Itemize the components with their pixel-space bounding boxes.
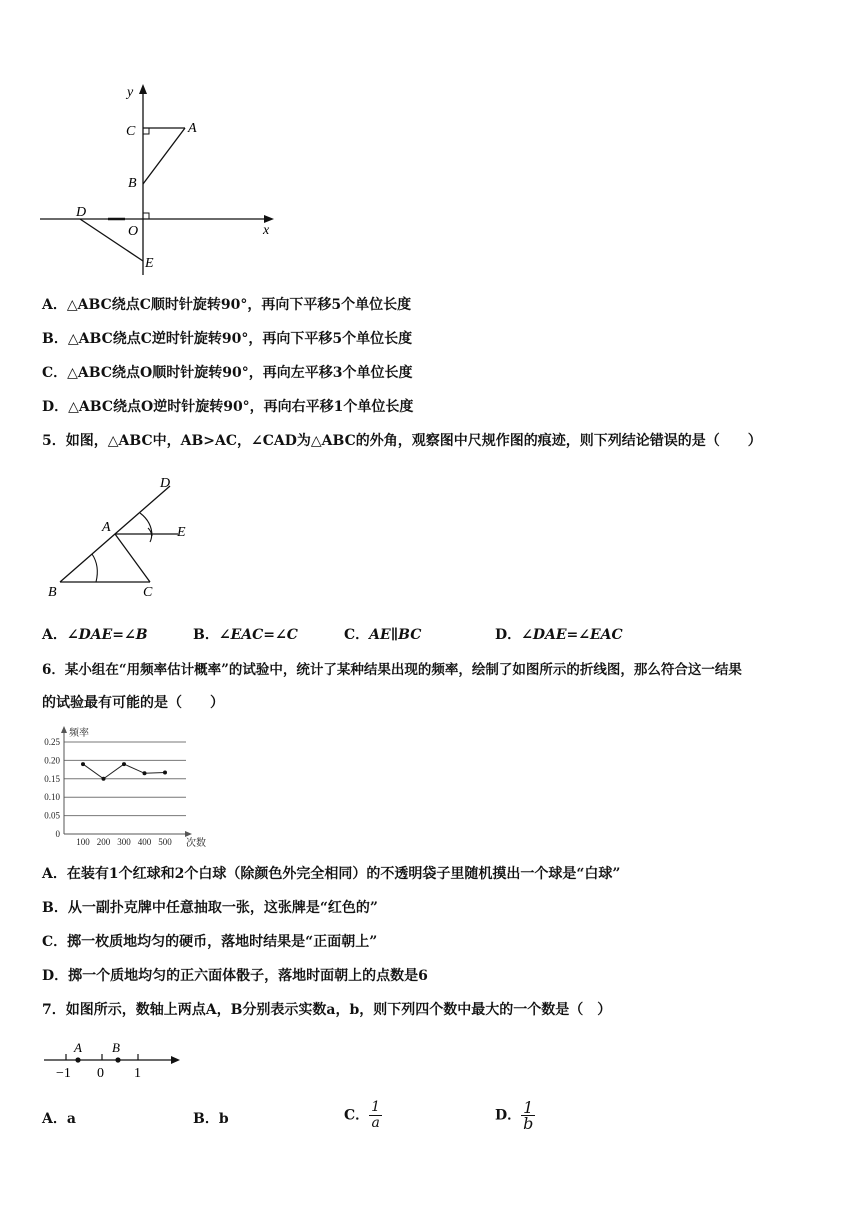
q5-figure — [40, 470, 210, 605]
q4-option-c[interactable]: C．△ABC绕点O顺时针旋转90°，再向左平移3个单位长度 — [42, 365, 413, 381]
q5-option-d[interactable]: D．∠DAE=∠EAC — [495, 627, 623, 643]
q5-option-b[interactable]: B．∠EAC=∠C — [193, 627, 298, 643]
y-axis-arrow — [139, 84, 147, 94]
q7-option-b[interactable]: B．b — [193, 1111, 229, 1127]
label-e: E — [177, 525, 186, 540]
label-c: C — [126, 124, 136, 139]
q7-stem: 7．如图所示，数轴上两点A，B分别表示实数a，b，则下列四个数中最大的一个数是（ ） — [42, 1002, 612, 1018]
chart-xtick-label: 200 — [96, 837, 111, 847]
fraction-1-over-a: $\frac{1}{a}$ — [371, 1099, 381, 1131]
label-b: B — [112, 1040, 120, 1055]
fraction-1-over-b: $\frac{1}{b}$ — [523, 1098, 534, 1133]
chart-ytick-label: 0.05 — [44, 810, 60, 821]
number-line — [38, 1040, 188, 1082]
q4-option-d[interactable]: D．△ABC绕点O逆时针旋转90°，再向右平移1个单位长度 — [42, 399, 414, 415]
label-c: C — [143, 585, 153, 600]
q6-option-d[interactable]: D．掷一个质地均匀的正六面体骰子，落地时面朝上的点数是6 — [42, 968, 428, 984]
q6-option-a[interactable]: A．在装有1个红球和2个白球（除颜色外完全相同）的不透明袋子里随机摸出一个球是“白球” — [42, 866, 621, 882]
chart-xlabel: 次数 — [186, 838, 206, 849]
right-angle-c — [143, 128, 149, 134]
chart-ytick-label: 0.25 — [44, 737, 60, 747]
label-o: O — [128, 224, 139, 239]
chart-ytick-label: 0.20 — [44, 755, 60, 766]
chart-xtick-label: 500 — [158, 837, 172, 847]
q7-option-c[interactable]: C． $\frac{1}{a}$ — [344, 1099, 381, 1131]
chart-point — [81, 762, 85, 766]
tick-label-1: 1 — [134, 1066, 141, 1081]
label-y: y — [127, 85, 134, 100]
tick-label-neg1: −1 — [56, 1066, 71, 1081]
segment-ab — [143, 128, 185, 184]
label-x: x — [263, 223, 270, 238]
segment-ac — [115, 534, 150, 582]
q6-stem-line1: 6．某小组在“用频率估计概率”的试验中，统计了某种结果出现的频率，绘制了如图所示的折线图，那么符合这一结果 — [42, 662, 742, 678]
q4-option-b[interactable]: B．△ABC绕点C逆时针旋转90°，再向下平移5个单位长度 — [42, 331, 413, 347]
chart-ytick-label: 0.10 — [44, 792, 60, 803]
q7-option-a[interactable]: A．a — [42, 1111, 76, 1127]
q5-option-c[interactable]: C．AE∥BC — [344, 627, 422, 643]
label-d: D — [76, 205, 87, 220]
point-a — [75, 1057, 80, 1062]
chart-x-arrow — [185, 831, 192, 837]
label-a: A — [102, 520, 111, 535]
q4-figure — [30, 80, 290, 280]
label-a: A — [188, 121, 197, 136]
chart-ytick-label: 0 — [55, 829, 60, 839]
chart-point — [143, 771, 147, 775]
x-axis-arrow — [264, 215, 274, 223]
number-line-arrow — [171, 1056, 180, 1064]
arc-b — [92, 554, 97, 582]
chart-xtick-label: 100 — [76, 837, 90, 847]
right-angle-o — [143, 213, 149, 219]
q5-option-a[interactable]: A．∠DAE=∠B — [42, 627, 148, 643]
label-b: B — [48, 585, 57, 600]
q6-option-c[interactable]: C．掷一枚质地均匀的硬币，落地时结果是“正面朝上” — [42, 934, 378, 950]
label-a: A — [74, 1040, 82, 1055]
frequency-line-chart — [38, 724, 208, 850]
chart-xtick-label: 300 — [117, 837, 131, 847]
chart-point — [122, 762, 126, 766]
label-b: B — [128, 176, 137, 191]
arc-a-dae — [140, 513, 152, 536]
chart-series-line — [83, 764, 165, 779]
q5-stem: 5．如图，△ABC中，AB>AC，∠CAD为△ABC的外角，观察图中尺规作图的痕迹，则下列结论错误的是（ ） — [42, 433, 762, 449]
label-d: D — [160, 476, 171, 491]
chart-ylabel: 频率 — [69, 728, 89, 739]
chart-ytick-label: 0.15 — [44, 773, 60, 784]
tick-label-0: 0 — [97, 1066, 104, 1081]
q6-stem-line2: 的试验最有可能的是（ ） — [42, 695, 224, 711]
chart-point — [163, 771, 167, 775]
chart-point — [102, 777, 106, 781]
q6-option-b[interactable]: B．从一副扑克牌中任意抽取一张，这张牌是“红色的” — [42, 900, 378, 916]
q4-option-a[interactable]: A．△ABC绕点C顺时针旋转90°，再向下平移5个单位长度 — [42, 297, 412, 313]
chart-xtick-label: 400 — [137, 837, 152, 847]
chart-y-arrow — [61, 726, 67, 733]
point-b — [115, 1057, 120, 1062]
q7-option-d[interactable]: D． $\frac{1}{b}$ — [495, 1098, 534, 1133]
label-e: E — [145, 256, 154, 271]
